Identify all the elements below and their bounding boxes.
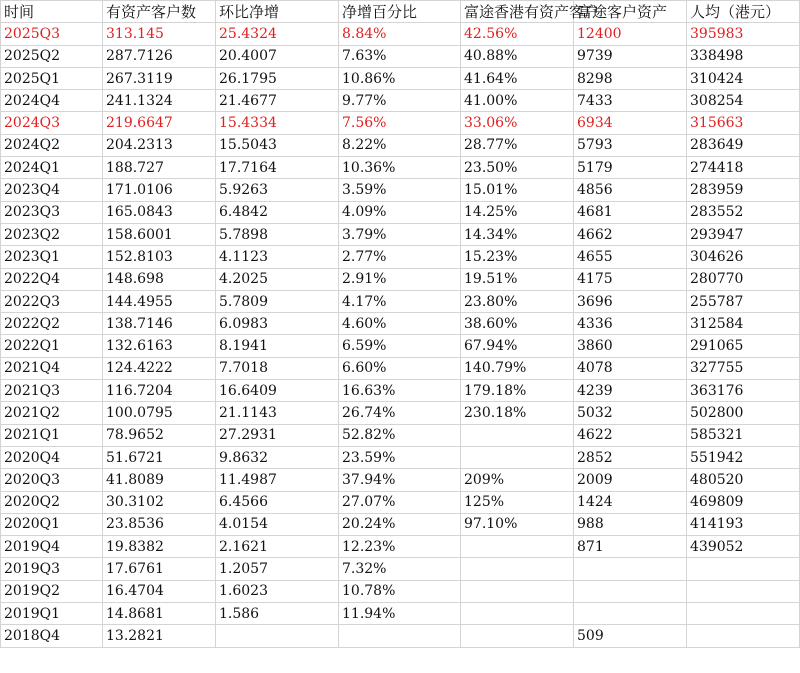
cell-asset-clients[interactable]: 138.7146 (103, 313, 216, 335)
cell-qoq-net-add[interactable]: 4.2025 (216, 268, 339, 290)
cell-client-assets[interactable]: 4662 (574, 223, 687, 245)
cell-hk-asset-clients[interactable]: 15.23% (461, 246, 574, 268)
cell-per-capita-hkd[interactable] (687, 558, 800, 580)
cell-time[interactable]: 2019Q4 (1, 536, 103, 558)
cell-time[interactable]: 2024Q2 (1, 134, 103, 156)
cell-time[interactable]: 2024Q1 (1, 157, 103, 179)
cell-time[interactable]: 2019Q2 (1, 580, 103, 602)
cell-net-add-pct[interactable]: 7.63% (339, 45, 461, 67)
cell-time[interactable]: 2022Q3 (1, 290, 103, 312)
cell-per-capita-hkd[interactable]: 338498 (687, 45, 800, 67)
cell-qoq-net-add[interactable]: 26.1795 (216, 67, 339, 89)
table-row (1, 268, 800, 290)
cell-client-assets[interactable]: 4681 (574, 201, 687, 223)
cell-asset-clients[interactable]: 313.145 (103, 23, 216, 45)
cell-net-add-pct[interactable]: 11.94% (339, 603, 461, 625)
cell-client-assets[interactable]: 3860 (574, 335, 687, 357)
cell-qoq-net-add[interactable]: 7.7018 (216, 357, 339, 379)
cell-time[interactable]: 2019Q3 (1, 558, 103, 580)
cell-asset-clients[interactable]: 78.9652 (103, 424, 216, 446)
cell-asset-clients[interactable]: 132.6163 (103, 335, 216, 357)
table-row (1, 513, 800, 535)
cell-net-add-pct[interactable]: 27.07% (339, 491, 461, 513)
cell-net-add-pct[interactable]: 7.56% (339, 112, 461, 134)
cell-time[interactable]: 2019Q1 (1, 603, 103, 625)
cell-net-add-pct[interactable]: 9.77% (339, 90, 461, 112)
cell-per-capita-hkd[interactable]: 310424 (687, 67, 800, 89)
cell-qoq-net-add[interactable]: 4.0154 (216, 513, 339, 535)
cell-asset-clients[interactable]: 287.7126 (103, 45, 216, 67)
table-row (1, 625, 800, 647)
table-row (1, 157, 800, 179)
cell-per-capita-hkd[interactable]: 283649 (687, 134, 800, 156)
cell-client-assets[interactable] (574, 603, 687, 625)
cell-asset-clients[interactable]: 41.8089 (103, 469, 216, 491)
cell-hk-asset-clients[interactable]: 33.06% (461, 112, 574, 134)
cell-per-capita-hkd[interactable]: 280770 (687, 268, 800, 290)
table-body (1, 23, 800, 647)
cell-client-assets[interactable] (574, 580, 687, 602)
cell-time[interactable]: 2022Q2 (1, 313, 103, 335)
cell-client-assets[interactable]: 509 (574, 625, 687, 647)
cell-qoq-net-add[interactable]: 5.7898 (216, 223, 339, 245)
table-row (1, 558, 800, 580)
cell-qoq-net-add[interactable]: 20.4007 (216, 45, 339, 67)
cell-hk-asset-clients[interactable]: 23.50% (461, 157, 574, 179)
cell-hk-asset-clients[interactable]: 42.56% (461, 23, 574, 45)
table-row (1, 491, 800, 513)
table-row (1, 446, 800, 468)
cell-per-capita-hkd[interactable]: 414193 (687, 513, 800, 535)
cell-asset-clients[interactable]: 16.4704 (103, 580, 216, 602)
cell-hk-asset-clients[interactable] (461, 603, 574, 625)
cell-per-capita-hkd[interactable] (687, 625, 800, 647)
cell-net-add-pct[interactable]: 3.79% (339, 223, 461, 245)
cell-qoq-net-add[interactable]: 1.6023 (216, 580, 339, 602)
cell-hk-asset-clients[interactable]: 23.80% (461, 290, 574, 312)
cell-per-capita-hkd[interactable]: 502800 (687, 402, 800, 424)
cell-hk-asset-clients[interactable]: 19.51% (461, 268, 574, 290)
cell-time[interactable]: 2022Q1 (1, 335, 103, 357)
cell-per-capita-hkd[interactable] (687, 580, 800, 602)
cell-hk-asset-clients[interactable]: 41.00% (461, 90, 574, 112)
table-row (1, 357, 800, 379)
cell-asset-clients[interactable]: 188.727 (103, 157, 216, 179)
cell-per-capita-hkd[interactable]: 293947 (687, 223, 800, 245)
table-row (1, 536, 800, 558)
cell-asset-clients[interactable]: 158.6001 (103, 223, 216, 245)
table-row (1, 424, 800, 446)
cell-per-capita-hkd[interactable]: 283959 (687, 179, 800, 201)
cell-qoq-net-add[interactable]: 16.6409 (216, 380, 339, 402)
cell-net-add-pct[interactable] (339, 625, 461, 647)
cell-net-add-pct[interactable]: 2.91% (339, 268, 461, 290)
cell-client-assets[interactable]: 9739 (574, 45, 687, 67)
table-row (1, 23, 800, 45)
cell-hk-asset-clients[interactable]: 67.94% (461, 335, 574, 357)
cell-time[interactable]: 2024Q4 (1, 90, 103, 112)
cell-time[interactable]: 2021Q2 (1, 402, 103, 424)
cell-time[interactable]: 2021Q4 (1, 357, 103, 379)
cell-time[interactable]: 2025Q2 (1, 45, 103, 67)
header-cell-net-add-pct[interactable]: 净增百分比 (339, 1, 461, 23)
cell-client-assets[interactable]: 4175 (574, 268, 687, 290)
cell-asset-clients[interactable]: 204.2313 (103, 134, 216, 156)
cell-qoq-net-add[interactable]: 27.2931 (216, 424, 339, 446)
cell-asset-clients[interactable]: 13.2821 (103, 625, 216, 647)
cell-qoq-net-add[interactable]: 2.1621 (216, 536, 339, 558)
cell-client-assets[interactable]: 988 (574, 513, 687, 535)
cell-asset-clients[interactable]: 171.0106 (103, 179, 216, 201)
header-cell-hk-asset-clients[interactable]: 富途香港有资产客户 (461, 1, 574, 23)
cell-hk-asset-clients[interactable]: 40.88% (461, 45, 574, 67)
cell-asset-clients[interactable]: 17.6761 (103, 558, 216, 580)
cell-net-add-pct[interactable]: 2.77% (339, 246, 461, 268)
table-row (1, 313, 800, 335)
cell-per-capita-hkd[interactable]: 363176 (687, 380, 800, 402)
cell-client-assets[interactable]: 3696 (574, 290, 687, 312)
cell-asset-clients[interactable]: 51.6721 (103, 446, 216, 468)
cell-net-add-pct[interactable]: 10.78% (339, 580, 461, 602)
table-row (1, 45, 800, 67)
table-row (1, 469, 800, 491)
cell-net-add-pct[interactable]: 52.82% (339, 424, 461, 446)
header-cell-asset-clients[interactable]: 有资产客户数 (103, 1, 216, 23)
cell-hk-asset-clients[interactable]: 209% (461, 469, 574, 491)
table-row (1, 134, 800, 156)
cell-hk-asset-clients[interactable]: 97.10% (461, 513, 574, 535)
cell-hk-asset-clients[interactable]: 230.18% (461, 402, 574, 424)
cell-time[interactable]: 2020Q4 (1, 446, 103, 468)
cell-asset-clients[interactable]: 219.6647 (103, 112, 216, 134)
cell-qoq-net-add[interactable]: 21.1143 (216, 402, 339, 424)
cell-net-add-pct[interactable]: 4.17% (339, 290, 461, 312)
cell-client-assets[interactable]: 6934 (574, 112, 687, 134)
cell-client-assets[interactable]: 8298 (574, 67, 687, 89)
cell-per-capita-hkd[interactable]: 274418 (687, 157, 800, 179)
cell-client-assets[interactable]: 5793 (574, 134, 687, 156)
table-row (1, 223, 800, 245)
table-header (1, 1, 800, 23)
cell-asset-clients[interactable]: 100.0795 (103, 402, 216, 424)
cell-net-add-pct[interactable]: 6.60% (339, 357, 461, 379)
cell-time[interactable]: 2020Q1 (1, 513, 103, 535)
cell-qoq-net-add[interactable]: 15.4334 (216, 112, 339, 134)
cell-per-capita-hkd[interactable]: 439052 (687, 536, 800, 558)
cell-per-capita-hkd[interactable]: 469809 (687, 491, 800, 513)
cell-client-assets[interactable]: 4336 (574, 313, 687, 335)
cell-client-assets[interactable]: 4856 (574, 179, 687, 201)
table-row (1, 335, 800, 357)
cell-net-add-pct[interactable]: 23.59% (339, 446, 461, 468)
cell-time[interactable]: 2018Q4 (1, 625, 103, 647)
cell-time[interactable]: 2023Q3 (1, 201, 103, 223)
cell-qoq-net-add[interactable]: 6.0983 (216, 313, 339, 335)
cell-net-add-pct[interactable]: 10.36% (339, 157, 461, 179)
cell-client-assets[interactable]: 12400 (574, 23, 687, 45)
cell-client-assets[interactable]: 5032 (574, 402, 687, 424)
table-row (1, 603, 800, 625)
cell-hk-asset-clients[interactable] (461, 558, 574, 580)
cell-hk-asset-clients[interactable]: 14.25% (461, 201, 574, 223)
cell-net-add-pct[interactable]: 4.09% (339, 201, 461, 223)
cell-asset-clients[interactable]: 148.698 (103, 268, 216, 290)
cell-net-add-pct[interactable]: 20.24% (339, 513, 461, 535)
cell-qoq-net-add[interactable]: 17.7164 (216, 157, 339, 179)
cell-hk-asset-clients[interactable]: 14.34% (461, 223, 574, 245)
cell-asset-clients[interactable]: 152.8103 (103, 246, 216, 268)
cell-per-capita-hkd[interactable]: 327755 (687, 357, 800, 379)
cell-time[interactable]: 2020Q3 (1, 469, 103, 491)
cell-qoq-net-add[interactable]: 8.1941 (216, 335, 339, 357)
cell-hk-asset-clients[interactable]: 179.18% (461, 380, 574, 402)
cell-net-add-pct[interactable]: 37.94% (339, 469, 461, 491)
cell-hk-asset-clients[interactable]: 41.64% (461, 67, 574, 89)
cell-net-add-pct[interactable]: 10.86% (339, 67, 461, 89)
cell-qoq-net-add[interactable]: 5.9263 (216, 179, 339, 201)
cell-time[interactable]: 2022Q4 (1, 268, 103, 290)
cell-hk-asset-clients[interactable]: 125% (461, 491, 574, 513)
table-row (1, 580, 800, 602)
table-row (1, 90, 800, 112)
cell-per-capita-hkd[interactable]: 551942 (687, 446, 800, 468)
cell-net-add-pct[interactable]: 12.23% (339, 536, 461, 558)
cell-asset-clients[interactable]: 267.3119 (103, 67, 216, 89)
cell-time[interactable]: 2023Q2 (1, 223, 103, 245)
cell-hk-asset-clients[interactable]: 38.60% (461, 313, 574, 335)
cell-per-capita-hkd[interactable]: 585321 (687, 424, 800, 446)
cell-asset-clients[interactable]: 116.7204 (103, 380, 216, 402)
cell-asset-clients[interactable]: 165.0843 (103, 201, 216, 223)
cell-time[interactable]: 2023Q1 (1, 246, 103, 268)
cell-hk-asset-clients[interactable] (461, 424, 574, 446)
cell-time[interactable]: 2025Q1 (1, 67, 103, 89)
cell-client-assets[interactable]: 7433 (574, 90, 687, 112)
cell-time[interactable]: 2023Q4 (1, 179, 103, 201)
cell-qoq-net-add[interactable]: 11.4987 (216, 469, 339, 491)
cell-hk-asset-clients[interactable] (461, 446, 574, 468)
table-row (1, 402, 800, 424)
cell-qoq-net-add[interactable]: 9.8632 (216, 446, 339, 468)
cell-net-add-pct[interactable]: 6.59% (339, 335, 461, 357)
cell-per-capita-hkd[interactable]: 255787 (687, 290, 800, 312)
cell-client-assets[interactable]: 4622 (574, 424, 687, 446)
cell-client-assets[interactable]: 2852 (574, 446, 687, 468)
cell-hk-asset-clients[interactable]: 140.79% (461, 357, 574, 379)
cell-client-assets[interactable] (574, 558, 687, 580)
table-row (1, 201, 800, 223)
cell-client-assets[interactable]: 2009 (574, 469, 687, 491)
cell-asset-clients[interactable]: 124.4222 (103, 357, 216, 379)
header-cell-time[interactable]: 时间 (1, 1, 103, 23)
cell-qoq-net-add[interactable]: 4.1123 (216, 246, 339, 268)
cell-qoq-net-add[interactable]: 25.4324 (216, 23, 339, 45)
cell-net-add-pct[interactable]: 8.22% (339, 134, 461, 156)
cell-asset-clients[interactable]: 144.4955 (103, 290, 216, 312)
cell-time[interactable]: 2025Q3 (1, 23, 103, 45)
cell-asset-clients[interactable]: 23.8536 (103, 513, 216, 535)
cell-hk-asset-clients[interactable] (461, 580, 574, 602)
cell-client-assets[interactable]: 4078 (574, 357, 687, 379)
cell-per-capita-hkd[interactable]: 304626 (687, 246, 800, 268)
cell-time[interactable]: 2021Q1 (1, 424, 103, 446)
cell-time[interactable]: 2024Q3 (1, 112, 103, 134)
cell-hk-asset-clients[interactable]: 15.01% (461, 179, 574, 201)
cell-asset-clients[interactable]: 14.8681 (103, 603, 216, 625)
cell-qoq-net-add[interactable]: 15.5043 (216, 134, 339, 156)
cell-client-assets[interactable]: 871 (574, 536, 687, 558)
cell-qoq-net-add[interactable]: 6.4842 (216, 201, 339, 223)
cell-per-capita-hkd[interactable]: 291065 (687, 335, 800, 357)
cell-qoq-net-add[interactable]: 1.586 (216, 603, 339, 625)
table-row (1, 290, 800, 312)
cell-per-capita-hkd[interactable]: 315663 (687, 112, 800, 134)
cell-hk-asset-clients[interactable] (461, 536, 574, 558)
cell-net-add-pct[interactable]: 16.63% (339, 380, 461, 402)
cell-hk-asset-clients[interactable]: 28.77% (461, 134, 574, 156)
header-cell-qoq-net-add[interactable]: 环比净增 (216, 1, 339, 23)
cell-per-capita-hkd[interactable] (687, 603, 800, 625)
cell-per-capita-hkd[interactable]: 395983 (687, 23, 800, 45)
cell-per-capita-hkd[interactable]: 308254 (687, 90, 800, 112)
cell-asset-clients[interactable]: 19.8382 (103, 536, 216, 558)
cell-time[interactable]: 2020Q2 (1, 491, 103, 513)
cell-time[interactable]: 2021Q3 (1, 380, 103, 402)
cell-client-assets[interactable]: 5179 (574, 157, 687, 179)
cell-net-add-pct[interactable]: 4.60% (339, 313, 461, 335)
cell-qoq-net-add[interactable]: 5.7809 (216, 290, 339, 312)
cell-client-assets[interactable]: 1424 (574, 491, 687, 513)
cell-per-capita-hkd[interactable]: 480520 (687, 469, 800, 491)
cell-asset-clients[interactable]: 241.1324 (103, 90, 216, 112)
cell-qoq-net-add[interactable] (216, 625, 339, 647)
header-cell-per-capita-hkd[interactable]: 人均（港元） (687, 1, 800, 23)
cell-qoq-net-add[interactable]: 21.4677 (216, 90, 339, 112)
cell-asset-clients[interactable]: 30.3102 (103, 491, 216, 513)
header-row (1, 1, 800, 23)
cell-qoq-net-add[interactable]: 1.2057 (216, 558, 339, 580)
cell-net-add-pct[interactable]: 26.74% (339, 402, 461, 424)
cell-net-add-pct[interactable]: 8.84% (339, 23, 461, 45)
header-cell-client-assets[interactable]: 富途客户资产 (574, 1, 687, 23)
cell-hk-asset-clients[interactable] (461, 625, 574, 647)
cell-qoq-net-add[interactable]: 6.4566 (216, 491, 339, 513)
cell-per-capita-hkd[interactable]: 312584 (687, 313, 800, 335)
cell-per-capita-hkd[interactable]: 283552 (687, 201, 800, 223)
cell-net-add-pct[interactable]: 3.59% (339, 179, 461, 201)
table-row (1, 112, 800, 134)
cell-net-add-pct[interactable]: 7.32% (339, 558, 461, 580)
table-row (1, 179, 800, 201)
table-row (1, 246, 800, 268)
cell-client-assets[interactable]: 4239 (574, 380, 687, 402)
table-row (1, 67, 800, 89)
table-row (1, 380, 800, 402)
cell-client-assets[interactable]: 4655 (574, 246, 687, 268)
